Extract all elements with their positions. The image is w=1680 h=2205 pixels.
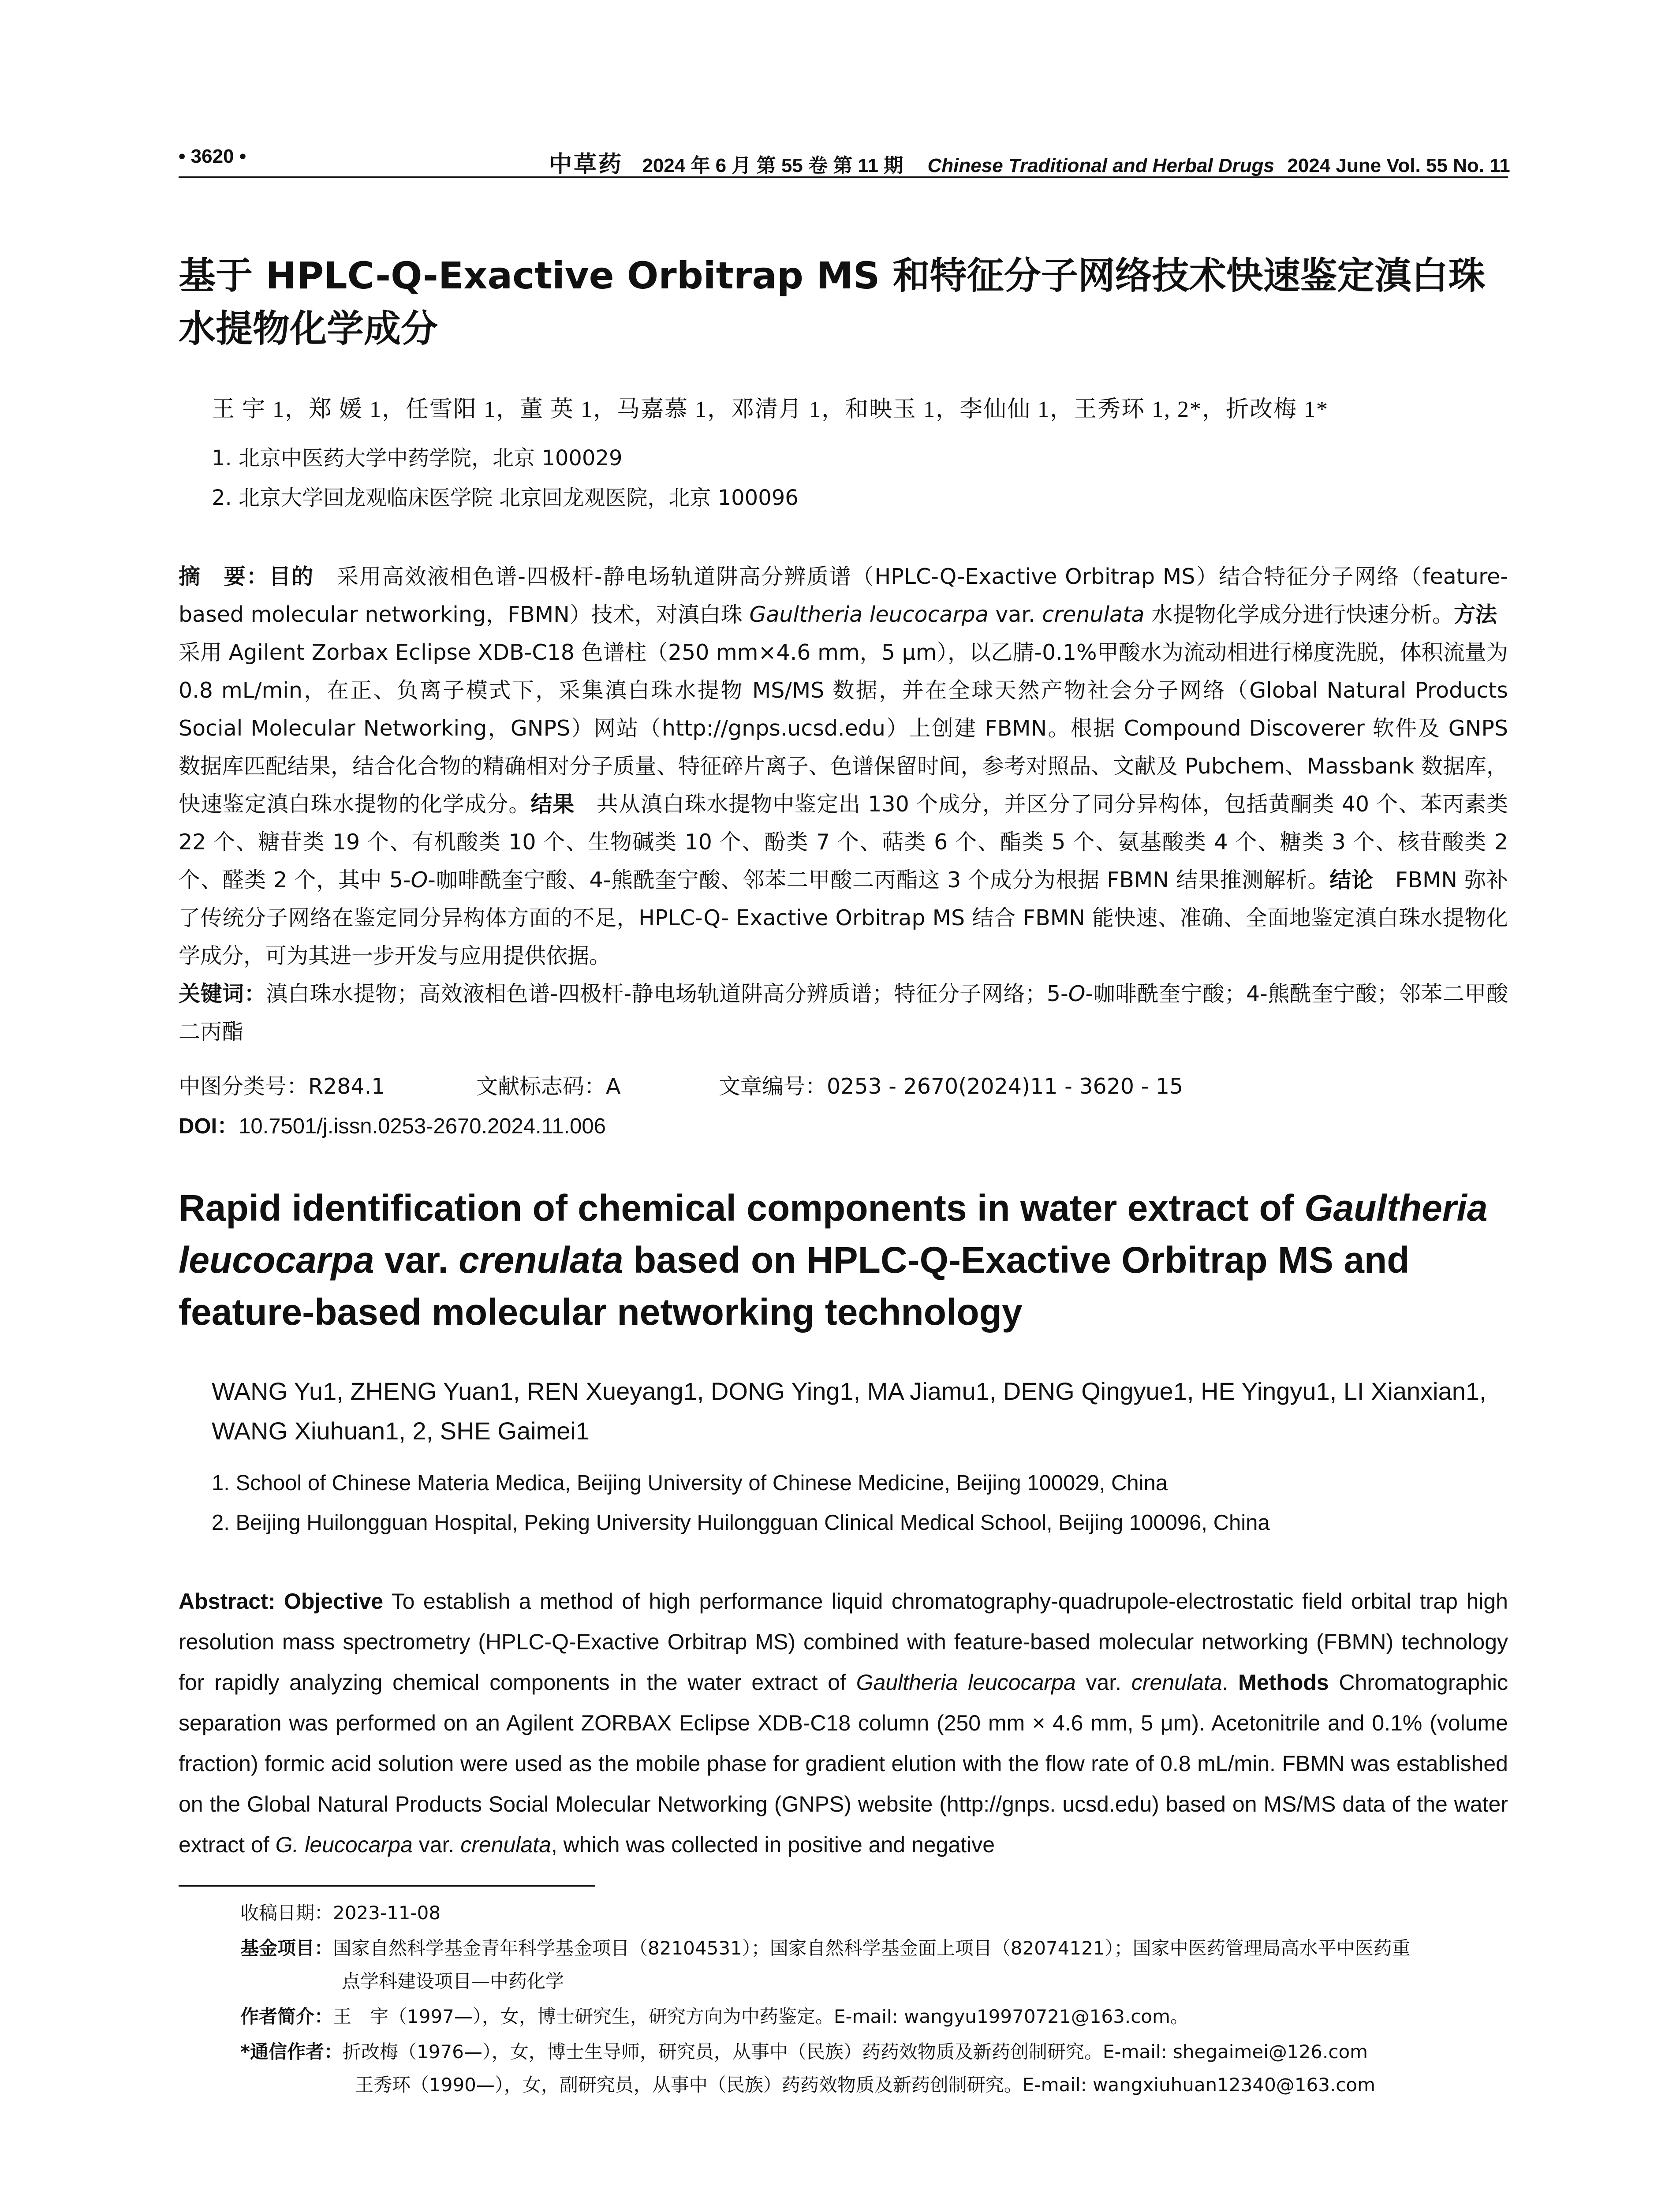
keywords-text-2: -咖啡酰奎宁酸；4-熊酰奎宁酸；邻苯二甲酸二丙酯 xyxy=(179,981,1508,1044)
author-bio-label: 作者简介： xyxy=(240,2006,333,2027)
doi xyxy=(179,1109,606,1140)
received-date: 收稿日期：2023-11-08 xyxy=(240,1902,441,1924)
abstract-en-objective: To establish a method of high performance liquid chromatography-quadrupole-electrostatic field orbital trap high resolution mass spectrometry (HPLC-Q-Exactive Orbitrap MS) combined with feature-based molecular networking (FBMN) technology for rapidly analyzing chemical components in the water extract of xyxy=(179,1589,1508,1695)
affiliation-en-2: 2. Beijing Huilongguan Hospital, Peking University Huilongguan Clinical Medical School, Beijing 100096, China xyxy=(212,1511,1270,1535)
fund-line-2: 点学科建设项目—中药化学 xyxy=(342,1970,564,1992)
journal-line xyxy=(549,146,1510,179)
result-text-1: 共从滇白珠水提物中鉴定出 130 个成分，并区分了同分异构体，包括黄酮类 40 个、苯丙素类 22 个、糖苷类 19 个、有机酸类 10 个、生物碱类 10 个、酚类 7 个、萜类 6 个、酯类 5 个、氨基酸类 4 个、糖类 3 个、核苷酸类 2 个、醛类 2 个，其中 5- xyxy=(179,792,1508,893)
abstract-en-methods-end: , which was collected in positive and negative xyxy=(551,1832,995,1857)
corresponding-text-1: 折改梅（1976—），女，博士生导师，研究员，从事中（民族）药药效物质及新药创制研究。E-mail: shegaimei@126.com xyxy=(342,2041,1368,2063)
objective-label: 目的 xyxy=(269,564,314,589)
title-cn xyxy=(179,249,1486,355)
journal-logo: 中草药 xyxy=(549,151,623,178)
result-text-2: -咖啡酰奎宁酸、4-熊酰奎宁酸、邻苯二甲酸二丙酯这 3 个成分为根据 FBMN 结果推测解析。 xyxy=(428,867,1330,893)
issue-en: 2024 June Vol. 55 No. 11 xyxy=(1287,155,1510,176)
journal-name-en: Chinese Traditional and Herbal Drugs xyxy=(927,155,1274,176)
authors-cn: 王 宇 1，郑 媛 1，任雪阳 1，董 英 1，马嘉慕 1，邓清月 1，和映玉 1，李仙仙 1，王秀环 1, 2*，折改梅 1* xyxy=(212,397,1329,422)
abstract-en-methods-label: Methods xyxy=(1228,1670,1329,1695)
method-label: 方法 xyxy=(1454,602,1497,627)
abstract-en-var2: var. xyxy=(412,1832,461,1857)
abstract-en-species-short: G. leucocarpa xyxy=(275,1832,413,1857)
article-number: 文章编号：0253 - 2670(2024)11 - 3620 - 15 xyxy=(719,1074,1183,1099)
corresponding-1 xyxy=(240,2037,1368,2064)
author-bio xyxy=(240,2002,1189,2029)
conclusion-text: FBMN 弥补了传统分子网络在鉴定同分异构体方面的不足，HPLC-Q- Exactive Orbitrap MS 结合 FBMN 能快速、准确、全面地鉴定滇白珠水提物化学成分，可为其进一步开发与应用提供依据。 xyxy=(179,867,1508,968)
document-code: 文献标志码：A xyxy=(476,1074,621,1099)
title-cn-line2: 水提物化学成分 xyxy=(179,307,438,350)
abstract-en xyxy=(179,1581,1508,1865)
objective-text-1: 采用高效液相色谱-四极杆-静电场轨道阱高分辨质谱（HPLC-Q-Exactive Orbitrap MS）结合特征分子网络（feature-based molecular networking，FBMN）技术，对滇白珠 xyxy=(179,564,1508,627)
fund-text-1: 国家自然科学基金青年科学基金项目（82104531）；国家自然科学基金面上项目（82074121）；国家中医药管理局高水平中医药重 xyxy=(333,1937,1411,1959)
objective-text-2: 水提物化学成分进行快速分析。 xyxy=(1144,602,1454,627)
affiliation-en-1: 1. School of Chinese Materia Medica, Beijing University of Chinese Medicine, Beijing 100029, China xyxy=(212,1471,1168,1495)
affiliation-cn-2: 2. 北京大学回龙观临床医学院 北京回龙观医院，北京 100096 xyxy=(212,486,799,510)
author-bio-text: 王 宇（1997—），女，博士研究生，研究方向为中药鉴定。E-mail: wangyu19970721@163.com。 xyxy=(333,2006,1189,2027)
abstract-en-species: Gaultheria leucocarpa xyxy=(856,1670,1076,1695)
fund-line-1 xyxy=(240,1934,1411,1960)
keywords-text-1: 滇白珠水提物；高效液相色谱-四极杆-静电场轨道阱高分辨质谱；特征分子网络；5- xyxy=(266,981,1068,1006)
fund-label: 基金项目： xyxy=(240,1937,333,1959)
corresponding-2: 王秀环（1990—），女，副研究员，从事中（民族）药药效物质及新药创制研究。E-mail: wangxiuhuan12340@163.com xyxy=(355,2074,1376,2096)
title-en-species: Gaultheria leucocarpa xyxy=(179,1187,1488,1281)
var-abbrev: var. xyxy=(988,602,1042,627)
method-text: 采用 Agilent Zorbax Eclipse XDB-C18 色谱柱（250 mm×4.6 mm，5 μm），以乙腈-0.1%甲酸水为流动相进行梯度洗脱，体积流量为 0.8 mL/min，在正、负离子模式下，采集滇白珠水提物 MS/MS 数据，并在全球天然产物社会分子网络（Global Natural Products Social Molecular Networking，GNPS）网站（http://gnps.ucsd.edu）上创建 FBMN。根据 Compound Discoverer 软件及 GNPS 数据库匹配结果，结合化合物的精确相对分子质量、特征碎片离子、色谱保留时间，参考对照品、文献及 Pubchem、Massbank 数据库，快速鉴定滇白珠水提物的化学成分。 xyxy=(179,602,1519,817)
abstract-en-variety2: crenulata xyxy=(460,1832,551,1857)
authors-en: WANG Yu1, ZHENG Yuan1, REN Xueyang1, DONG Ying1, MA Jiamu1, DENG Qingyue1, HE Yingyu1, LI Xianxian1, WANG Xiuhuan1, 2, SHE Gaimei1 xyxy=(212,1377,1486,1445)
keywords-label: 关键词： xyxy=(179,981,266,1006)
conclusion-label: 结论 xyxy=(1329,867,1374,893)
o-italic: O xyxy=(411,867,428,893)
abstract-en-variety: crenulata xyxy=(1131,1670,1222,1695)
variety-name: crenulata xyxy=(1042,602,1145,627)
running-header xyxy=(179,146,1508,178)
title-cn-line1: 基于 HPLC-Q-Exactive Orbitrap MS 和特征分子网络技术快速鉴定滇白珠 xyxy=(179,254,1486,297)
abstract-en-obj-end: . xyxy=(1222,1670,1228,1695)
title-en-part2: based on HPLC-Q-Exactive Orbitrap MS and feature-based molecular networking technology xyxy=(179,1239,1410,1333)
title-en-part1: Rapid identification of chemical components in water extract of xyxy=(179,1187,1305,1229)
species-name: Gaultheria leucocarpa xyxy=(749,602,989,627)
doi-label: DOI： xyxy=(179,1114,239,1138)
keywords-o: O xyxy=(1068,981,1086,1006)
abstract-en-label: Abstract: Objective xyxy=(179,1589,384,1614)
title-en-variety: crenulata xyxy=(459,1239,623,1281)
issue-cn: 2024 年 6 月 第 55 卷 第 11 期 xyxy=(642,155,903,176)
abstract-en-var: var. xyxy=(1075,1670,1131,1695)
corresponding-label: *通信作者： xyxy=(240,2041,343,2063)
title-en-var: var. xyxy=(374,1239,459,1281)
abstract-cn-label: 摘 要： xyxy=(179,564,269,589)
clc-number: 中图分类号：R284.1 xyxy=(179,1074,385,1099)
footnote-rule xyxy=(179,1885,595,1887)
result-label: 结果 xyxy=(530,792,575,817)
abstract-cn xyxy=(179,558,1519,1051)
doi-value: 10.7501/j.issn.0253-2670.2024.11.006 xyxy=(239,1114,606,1138)
page-number: • 3620 • xyxy=(179,146,246,167)
abstract-en-methods: Chromatographic separation was performed on an Agilent ZORBAX Eclipse XDB-C18 column (250 mm × 4.6 mm, 5 μm). Acetonitrile and 0.1% (volume fraction) formic acid solution were used as the mobile phase for gradient elution with the flow rate of 0.8 mL/min. FBMN was established on the Global Natural Products Social Molecular Networking (GNPS) website (http://gnps. ucsd.edu) based on MS/MS data of the water extract of xyxy=(179,1670,1508,1857)
title-en xyxy=(179,1182,1508,1338)
affiliation-cn-1: 1. 北京中医药大学中药学院，北京 100029 xyxy=(212,446,623,471)
